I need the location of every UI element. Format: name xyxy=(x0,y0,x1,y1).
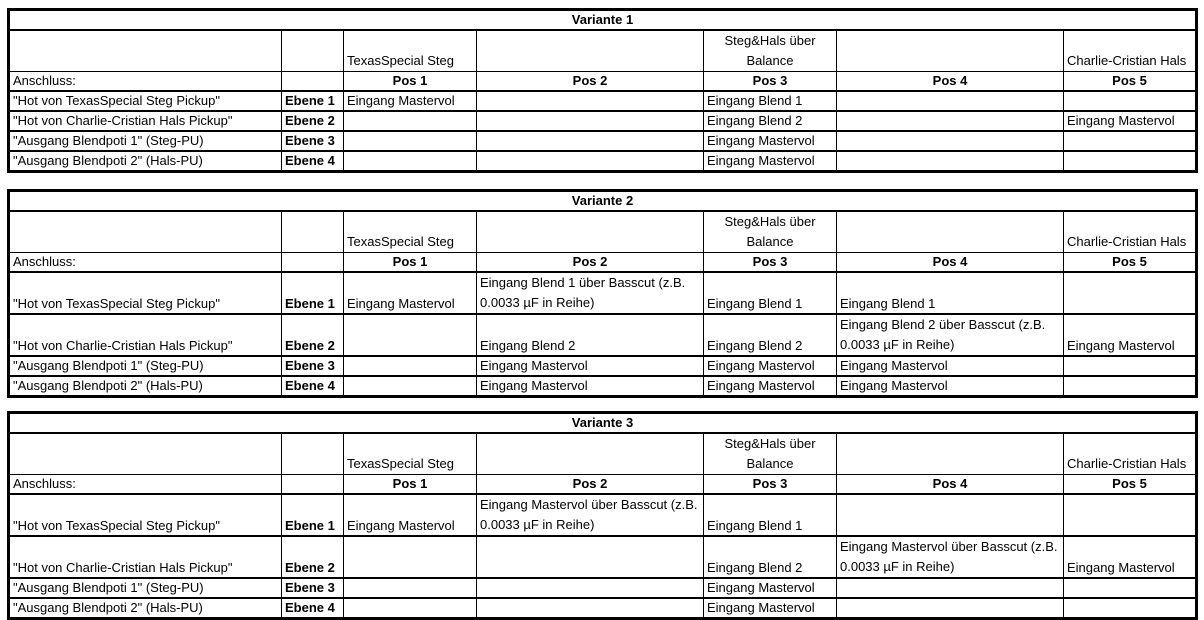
cell xyxy=(477,578,704,598)
variant-1-table xyxy=(7,8,1198,173)
cell: Eingang Mastervol xyxy=(477,356,704,376)
cell xyxy=(477,131,704,151)
row-label: "Hot von Charlie-Cristian Hals Pickup" xyxy=(9,111,282,131)
variant-title: Variante 1 xyxy=(9,10,1197,31)
cell: Eingang Blend 1 xyxy=(704,91,837,111)
table-row xyxy=(9,578,1197,598)
row-label: "Ausgang Blendpoti 2" (Hals-PU) xyxy=(9,598,282,619)
row-level: Ebene 4 xyxy=(282,598,344,619)
pos5-header: Pos 5 xyxy=(1064,475,1197,495)
cell xyxy=(1064,376,1197,397)
row-level: Ebene 2 xyxy=(282,536,344,578)
row-label: "Ausgang Blendpoti 1" (Steg-PU) xyxy=(9,578,282,598)
pos3-header: Pos 3 xyxy=(704,475,837,495)
pos3-header: Pos 3 xyxy=(704,253,837,273)
cell xyxy=(1064,151,1197,172)
table-row xyxy=(9,151,1197,172)
row-label: "Hot von TexasSpecial Steg Pickup" xyxy=(9,91,282,111)
anschluss-label: Anschluss: xyxy=(9,253,282,273)
cell: Eingang Mastervol xyxy=(1064,111,1197,131)
cell xyxy=(837,494,1064,536)
cell: Eingang Mastervol xyxy=(704,376,837,397)
cell xyxy=(477,111,704,131)
row-label: "Hot von TexasSpecial Steg Pickup" xyxy=(9,272,282,314)
pos3-header: Pos 3 xyxy=(704,72,837,92)
cell xyxy=(1064,91,1197,111)
cell: Eingang Blend 2 xyxy=(477,314,704,356)
table-row xyxy=(9,494,1197,536)
cell: Eingang Mastervol xyxy=(1064,314,1197,356)
row-level: Ebene 3 xyxy=(282,578,344,598)
cell: Eingang Mastervol xyxy=(1064,536,1197,578)
row-label: "Hot von Charlie-Cristian Hals Pickup" xyxy=(9,314,282,356)
table-row xyxy=(9,314,1197,356)
cell xyxy=(837,111,1064,131)
pos5-description: Charlie-Cristian Hals xyxy=(1064,211,1197,253)
pos5-description: Charlie-Cristian Hals xyxy=(1064,433,1197,475)
anschluss-label: Anschluss: xyxy=(9,72,282,92)
pos1-description: TexasSpecial Steg xyxy=(344,433,477,475)
cell xyxy=(344,376,477,397)
cell xyxy=(344,598,477,619)
row-level: Ebene 2 xyxy=(282,314,344,356)
cell xyxy=(477,91,704,111)
cell xyxy=(1064,131,1197,151)
cell: Eingang Blend 2 xyxy=(704,314,837,356)
pos4-header: Pos 4 xyxy=(837,475,1064,495)
variant-3-table xyxy=(7,411,1198,620)
cell xyxy=(837,578,1064,598)
pos2-header: Pos 2 xyxy=(477,253,704,273)
pos4-header: Pos 4 xyxy=(837,72,1064,92)
cell: Eingang Mastervol xyxy=(704,578,837,598)
cell: Eingang Mastervol xyxy=(344,91,477,111)
row-level: Ebene 1 xyxy=(282,91,344,111)
row-level: Ebene 4 xyxy=(282,151,344,172)
cell xyxy=(344,111,477,131)
pos3-description: Steg&Hals über Balance xyxy=(704,211,837,253)
row-label: "Ausgang Blendpoti 1" (Steg-PU) xyxy=(9,356,282,376)
cell: Eingang Blend 2 xyxy=(704,536,837,578)
variant-title: Variante 2 xyxy=(9,191,1197,212)
cell: Eingang Mastervol xyxy=(477,376,704,397)
table-row xyxy=(9,91,1197,111)
pos2-header: Pos 2 xyxy=(477,475,704,495)
row-label: "Ausgang Blendpoti 1" (Steg-PU) xyxy=(9,131,282,151)
cell xyxy=(344,131,477,151)
cell: Eingang Mastervol xyxy=(704,131,837,151)
anschluss-label: Anschluss: xyxy=(9,475,282,495)
cell xyxy=(344,314,477,356)
pos2-header: Pos 2 xyxy=(477,72,704,92)
table-row xyxy=(9,272,1197,314)
cell: Eingang Mastervol über Basscut (z.B. 0.0033 µF in Reihe) xyxy=(837,536,1064,578)
cell: Eingang Blend 1 xyxy=(837,272,1064,314)
row-level: Ebene 3 xyxy=(282,356,344,376)
table-row xyxy=(9,131,1197,151)
row-level: Ebene 1 xyxy=(282,272,344,314)
cell xyxy=(837,598,1064,619)
cell: Eingang Mastervol xyxy=(837,376,1064,397)
table-row xyxy=(9,111,1197,131)
cell xyxy=(837,151,1064,172)
cell xyxy=(837,131,1064,151)
cell: Eingang Mastervol xyxy=(704,151,837,172)
cell: Eingang Mastervol xyxy=(344,272,477,314)
cell xyxy=(477,536,704,578)
pos3-description: Steg&Hals über Balance xyxy=(704,30,837,72)
cell: Eingang Blend 2 über Basscut (z.B. 0.0033 µF in Reihe) xyxy=(837,314,1064,356)
row-level: Ebene 1 xyxy=(282,494,344,536)
row-label: "Hot von TexasSpecial Steg Pickup" xyxy=(9,494,282,536)
table-row xyxy=(9,356,1197,376)
table-row xyxy=(9,598,1197,619)
cell: Eingang Mastervol xyxy=(344,494,477,536)
pos1-description: TexasSpecial Steg xyxy=(344,30,477,72)
row-label: "Hot von Charlie-Cristian Hals Pickup" xyxy=(9,536,282,578)
pos1-header: Pos 1 xyxy=(344,475,477,495)
cell xyxy=(344,536,477,578)
cell xyxy=(344,578,477,598)
cell: Eingang Mastervol xyxy=(837,356,1064,376)
variant-2-table xyxy=(7,189,1198,398)
cell xyxy=(1064,494,1197,536)
pos3-description: Steg&Hals über Balance xyxy=(704,433,837,475)
cell xyxy=(344,356,477,376)
pos5-header: Pos 5 xyxy=(1064,253,1197,273)
cell xyxy=(1064,356,1197,376)
cell: Eingang Blend 1 über Basscut (z.B. 0.0033 µF in Reihe) xyxy=(477,272,704,314)
cell xyxy=(477,151,704,172)
pos5-description: Charlie-Cristian Hals xyxy=(1064,30,1197,72)
cell: Eingang Blend 1 xyxy=(704,494,837,536)
row-level: Ebene 2 xyxy=(282,111,344,131)
cell: Eingang Mastervol über Basscut (z.B. 0.0033 µF in Reihe) xyxy=(477,494,704,536)
cell xyxy=(1064,578,1197,598)
cell xyxy=(1064,272,1197,314)
row-label: "Ausgang Blendpoti 2" (Hals-PU) xyxy=(9,151,282,172)
pos1-header: Pos 1 xyxy=(344,72,477,92)
variant-title: Variante 3 xyxy=(9,413,1197,434)
cell xyxy=(344,151,477,172)
pos4-header: Pos 4 xyxy=(837,253,1064,273)
cell xyxy=(837,91,1064,111)
row-level: Ebene 4 xyxy=(282,376,344,397)
pos1-description: TexasSpecial Steg xyxy=(344,211,477,253)
pos5-header: Pos 5 xyxy=(1064,72,1197,92)
cell xyxy=(477,598,704,619)
table-row xyxy=(9,536,1197,578)
pos1-header: Pos 1 xyxy=(344,253,477,273)
cell: Eingang Blend 2 xyxy=(704,111,837,131)
cell: Eingang Mastervol xyxy=(704,598,837,619)
cell xyxy=(1064,598,1197,619)
row-label: "Ausgang Blendpoti 2" (Hals-PU) xyxy=(9,376,282,397)
row-level: Ebene 3 xyxy=(282,131,344,151)
table-row xyxy=(9,376,1197,397)
cell: Eingang Blend 1 xyxy=(704,272,837,314)
cell: Eingang Mastervol xyxy=(704,356,837,376)
